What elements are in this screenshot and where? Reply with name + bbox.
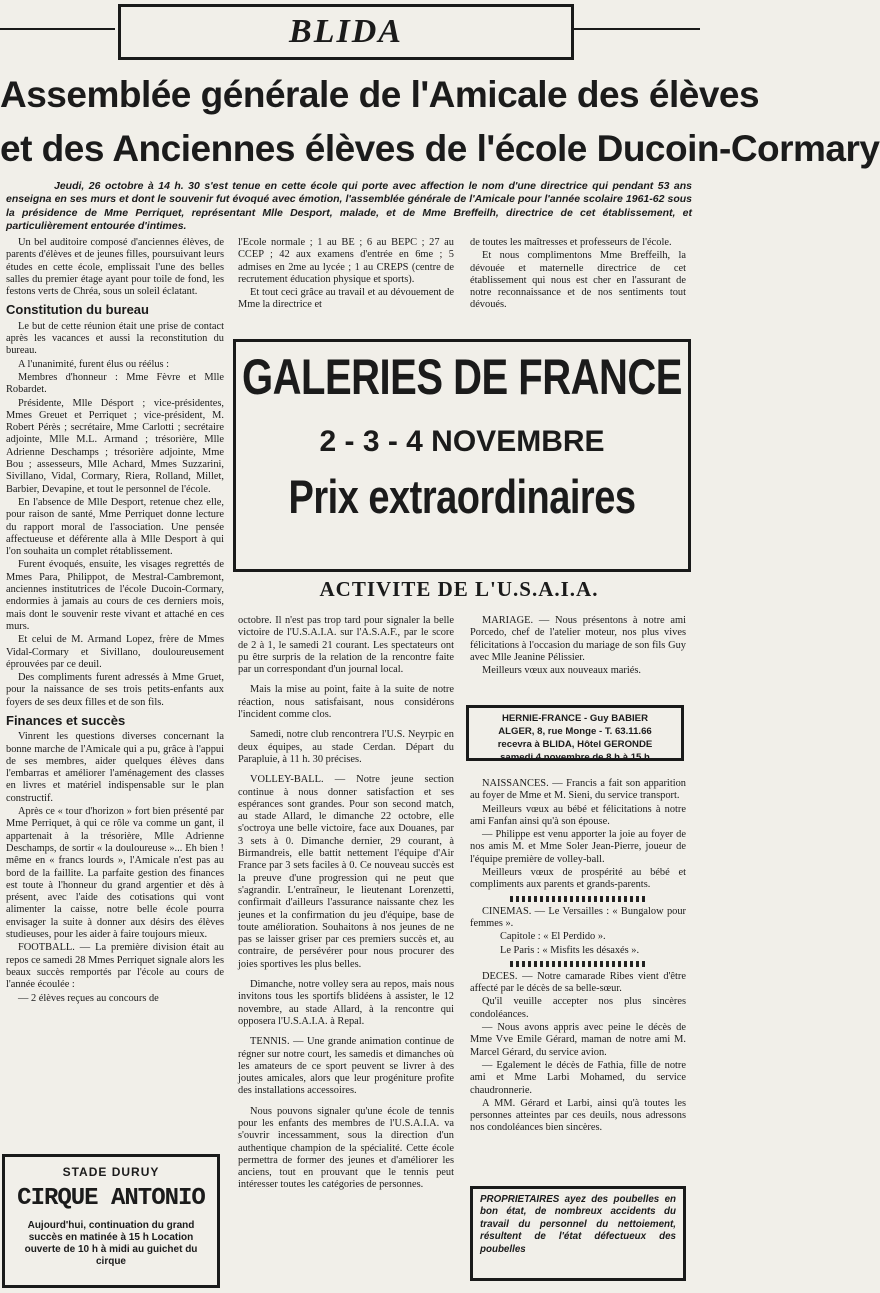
naissances-paragraph: Meilleurs vœux au bébé et félicitations à notre ami Fanfan ainsi qu'à son épouse. — [470, 803, 686, 827]
headline-line-2: et des Anciennes élèves de l'école Ducoin-Cormary — [0, 128, 880, 169]
ad-hernie-line: ALGER, 8, rue Monge - T. 63.11.66 — [498, 726, 652, 737]
bureau-paragraph: Le but de cette réunion était une prise de contact après les vacances et aussi la reconstitution du bureau. — [6, 320, 224, 357]
cinemas-paragraph: Capitole : « El Perdido ». — [500, 931, 606, 943]
ad-hernie-line: HERNIE-FRANCE - Guy BABIER — [501, 713, 649, 724]
column-amicale-continued — [238, 237, 454, 313]
deces-paragraph: DECES. — Notre camarade Ribes vient d'être affecté par le décès de sa belle-sœur. — [470, 970, 686, 995]
dedication-paragraph: Et tout ceci grâce au travail et au dévouement de Mme la directrice et — [238, 287, 454, 311]
ad-hernie-line: recevra à BLIDA, Hôtel GERONDE — [497, 739, 653, 750]
naissances-paragraph: NAISSANCES. — Francis a fait son apparition au foyer de Mme et M. Sieni, du service transport. — [470, 778, 686, 802]
ad-galeries-prices: Prix extraordinaires — [288, 471, 636, 525]
headline-line-1: Assemblée générale de l'Amicale des élèves — [0, 74, 760, 115]
ad-cirque-name: CIRQUE ANTONIO — [17, 1185, 205, 1212]
mariage-paragraph: Meilleurs vœux aux nouveaux mariés. — [482, 665, 641, 677]
ad-hernie-line: samedi 4 novembre de 8 h à 15 h — [500, 752, 650, 763]
ad-proprietaires-poubelles: PROPRIETAIRES ayez des poubelles en bon état, de nombreux accidents du travail du personnel du nettoiement, résultent de l'état défectueux des poubelles — [470, 1186, 686, 1281]
column-carnet — [470, 615, 686, 678]
amicale-intro: Un bel auditoire composé d'anciennes élèves, de parents d'élèves et de jeunes filles, poursuivant leurs études en cette école, emplissait l'une des belles salles du premier étage ayant pour toile de fond, les festons verts de Chréa, sous un soleil éclatant. — [6, 237, 224, 298]
masthead-rule-left — [0, 28, 115, 30]
bureau-paragraph: Présidente, Mlle Désport ; vice-présidentes, Mmes Greuet et Perriquet ; vice-président, M. Robert Pérès ; secrétaire, Mme Carlotti ; secrétaire adjointe, Mlle M.L. Armand ; trésorière, Mlle Adrienne Deschamps ; trésorière adjointe, Mme Bou ; assesseurs, Mlle Achard, Mmes Suzzarini, Sivillano, Vidal, Cormary, Riera, Rolland, Millet, Barbier, Devapine, et tout le personnel de l'école. — [6, 397, 224, 495]
naissances-paragraph: Meilleurs vœux de prospérité au bébé et compliments aux parents et grands-parents. — [470, 867, 686, 891]
ad-cirque-antonio — [2, 1154, 220, 1288]
finances-paragraph: Vinrent les questions diverses concernant la bonne marche de l'Amicale qui a pu, grâce à l'appui de ses membres, aider quelques élèves dans l'embarras et améliorer l'aménagement des classes en livres et matériel indispensable sur le plan constructif. — [6, 731, 224, 804]
masthead-rule-right — [572, 28, 700, 30]
deces-paragraph: A MM. Gérard et Larbi, ainsi qu'à toutes les personnes atteintes par ces deuils, nous adressons nos condoléances bien sincères. — [470, 1097, 686, 1134]
volley-ball-paragraph: VOLLEY-BALL. — Notre jeune section continue à nous donner satisfaction et ses espérances sont grandes. Pour son second match, au stade Allard, le dimanche 22 octobre, elle s'octroya une belle victoire, face aux Douanes, par 3 sets à 0. Dimanche dernier, 29 courant, à Birmandreis, elle battit nettement l'équipe d'Air France par 3 sets faciles à 0. Ce nouveau succès est la preuve d'une progression qui ne peut que s'agrandir. L'entraîneur, le lieutenant Lorenzetti, confirmait d'ailleurs l'assurance naissante chez les jeunes et la confirmation du jeu d'équipe, base de toute amélioration. Souhaitons à nos jeunes de ne pas se laisser griser par ces premiers succès et, au contraire, de persévérer pour nous procurer des joies sportives les plus belles. — [238, 774, 454, 970]
section-separator — [510, 961, 646, 967]
heading-constitution-du-bureau: Constitution du bureau — [6, 302, 149, 318]
ad-hernie-france — [466, 705, 684, 761]
ad-galeries-dates: 2 - 3 - 4 NOVEMBRE — [319, 425, 605, 458]
volley-ball-paragraph: Dimanche, notre volley sera au repos, mais nous invitons tous les sportifs blidéens à assister, le 12 novembre, au stade Allard, à la rencontre qui opposera l'U.S.A.I.A. à Repal. — [238, 979, 454, 1027]
directrice-paragraph: Et nous complimentons Mme Breffeilh, la dévouée et maternelle directrice de cet établissement qui nous est cher en l'assurant de notre reconnaissance et de nos sentiments tout dévoués. — [470, 250, 686, 311]
ad-cirque-stadium: STADE DURUY — [62, 1165, 160, 1179]
bureau-paragraph: A l'unanimité, furent élus ou réélus : — [18, 358, 170, 370]
ad-galeries-de-france — [233, 339, 691, 572]
column-amicale — [6, 237, 224, 1006]
finances-paragraph: — 2 élèves reçues au concours de — [18, 992, 159, 1004]
deces-paragraph: — Egalement le décès de Fathia, fille de notre ami et Mme Larbi Mohamed, du service chaudronnerie. — [470, 1059, 686, 1096]
exam-results-paragraph: l'Ecole normale ; 1 au BE ; 6 au BEPC ; 27 au CCEP ; 42 aux examens d'entrée en 6me ; 5 admises en 2me au lycée ; 1 au CREPS (centre de recrutement éducation physique et sports). — [238, 237, 454, 285]
mariage-paragraph: MARIAGE. — Nous présentons à notre ami Porcedo, chef de l'atelier moteur, nos plus vives félicitations à l'occasion du mariage de son fils Guy avec Mlle Jeanine Pélissier. — [470, 615, 686, 663]
deces-paragraph: Qu'il veuille accepter nos plus sincères condoléances. — [470, 996, 686, 1020]
ad-galeries-title: GALERIES DE FRANCE — [242, 350, 682, 406]
ad-cirque-details: Aujourd'hui, continuation du grand succès en matinée à 15 h Location ouverte de 10 h à midi au guichet du cirque — [24, 1220, 198, 1267]
masthead-blida: BLIDA — [118, 4, 574, 60]
bureau-paragraph: En l'absence de Mlle Desport, retenue chez elle, pour raison de santé, Mme Perriquet donne lecture du rapport moral de l'association. Une pensée affectueuse et déférente alla à Mlle Desport à qui l'on souhaita un complet rétablissement. — [6, 496, 224, 558]
bureau-paragraph: Membres d'honneur : Mme Fèvre et Mlle Robardet. — [6, 371, 224, 396]
finances-paragraph: FOOTBALL. — La première division était au repos ce samedi 28 Mmes Perriquet signale alors les beaux succès remportés par l'école au cours de l'année écoulée : — [6, 942, 224, 991]
deces-paragraph: — Nous avons appris avec peine le décès de Mme Vve Emile Gérard, maman de notre ami M. Marcel Gérard, du service avion. — [470, 1022, 686, 1058]
tennis-paragraph: TENNIS. — Une grande animation continue de régner sur notre court, les samedis et dimanches où les amateurs de ce sport peuvent se livrer à des joutes amicales, alors que leur progéniture profite des installations accessoires. — [238, 1036, 454, 1097]
tennis-paragraph: Nous pouvons signaler qu'une école de tennis pour les enfants des membres de l'U.S.A.I.A. va s'ouvrir incessamment, sous la direction d'un authentique champion de la spécialité. Cette école permettra de former des jeunes et d'améliorer les anciens, tout en prouvant que le tennis peut intéresser toutes les catégories de personnes. — [238, 1105, 454, 1191]
bureau-paragraph: Furent évoqués, ensuite, les visages regrettés de Mmes Para, Philippot, de Mestral-Cambremont, anciennes institutrices de l'école Ducoin-Cormary, endormies à jamais au cours de ces derniers mois, mais dont le souvenir reste vivant et attaché en ces murs. — [6, 559, 224, 632]
cinemas-paragraph: Le Paris : « Misfits les désaxés ». — [500, 944, 640, 956]
usaia-paragraph: Samedi, notre club rencontrera l'U.S. Neyrpic en deux équipes, au stade Cerdan. Départ du Parapluie, à 11 h. 30 précises. — [238, 729, 454, 765]
bureau-paragraph: Et celui de M. Armand Lopez, frère de Mmes Vidal-Cormary et Sivillano, douloureusement éprouvées par ce deuil. — [6, 634, 224, 670]
section-separator — [510, 896, 646, 902]
column-amicale-end — [470, 237, 686, 313]
heading-finances-et-succes: Finances et succès — [6, 712, 126, 728]
column-carnet-continued — [470, 778, 686, 1136]
finances-paragraph: Après ce « tour d'horizon » fort bien présenté par Mme Perriquet, à qui ce rôle va comme un gant, il appartenait à la trésorière, Mlle Adrienne Deschamps, de sortir « la douloureuse »... Eh bien ! même en « francs lourds », l'Amicale n'est pas au bord de la faillite. La parfaite gestion des finances est toute à l'honneur du grand argentier et dès à présent, avec l'aide des cotisations qui vont alimenter la caisse, notre belle école pourra envisager la suite à donner aux désirs des élèves studieuses, pour les aider à faire toujours mieux. — [6, 806, 224, 941]
usaia-paragraph: octobre. Il n'est pas trop tard pour signaler la belle victoire de l'U.S.A.I.A. sur l'A.S.A.F., par le score de 2 à 1, le samedi 21 courant. Les spectateurs ont pu être surpris de la relation de la rencontre faite par un correspondant d'un journal local. — [238, 615, 454, 676]
usaia-section-title: ACTIVITE DE L'U.S.A.I.A. — [319, 577, 599, 601]
naissances-paragraph: — Philippe est venu apporter la joie au foyer de nos amis M. et Mme Soler Jean-Pierre, joueur de l'équipe première de volley-ball. — [470, 829, 686, 865]
column-usaia — [238, 615, 454, 1193]
usaia-paragraph: Mais la mise au point, faite à la suite de notre réaction, nous satisfaisant, nous considérons l'incident comme clos. — [238, 684, 454, 721]
bureau-paragraph: Des compliments furent adressés à Mme Gruet, pour la naissance de ses trois petits-enfants aux foyers de ses deux filles et de son fils. — [6, 672, 224, 708]
teachers-paragraph: de toutes les maîtresses et professeurs de l'école. — [470, 237, 672, 248]
cinemas-paragraph: CINEMAS. — Le Versailles : « Bungalow pour femmes ». — [470, 905, 686, 929]
lede-paragraph: Jeudi, 26 octobre à 14 h. 30 s'est tenue en cette école qui porte avec affection le nom d'une directrice qui pendant 53 ans enseigna en ses murs et dont le souvenir fut évoqué avec émotion, l'assemblée générale de l'Amicale pour l'année scolaire 1961-62 sous la présidence de Mme Perriquet, représentant Mlle Desport, malade, et de Mme Breffeilh, directrice de cet établissement, et particulièrement entourée d'intimes. — [6, 180, 692, 233]
